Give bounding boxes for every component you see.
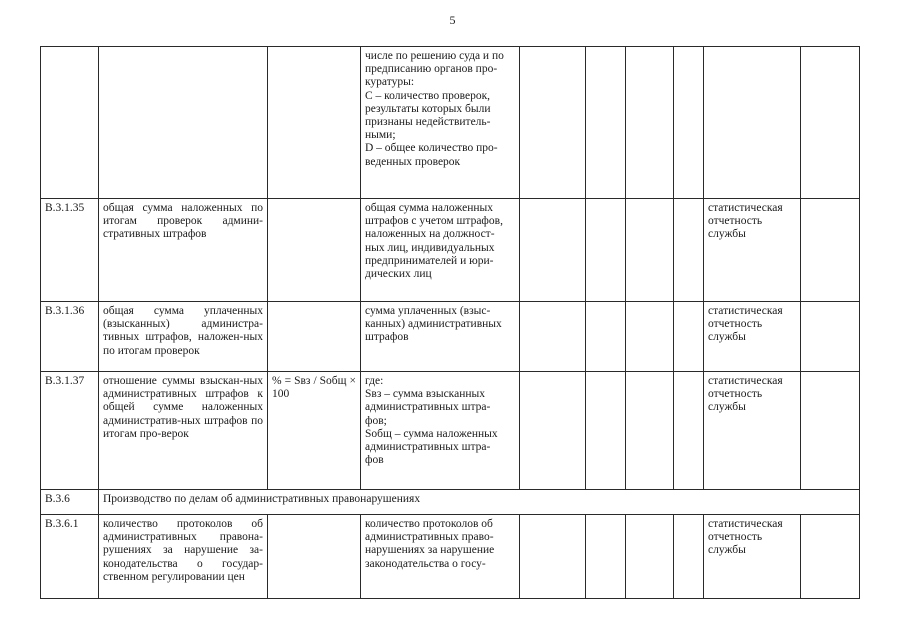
indicator-name: количество протоколов об административных правона-рушениях за нарушение за-конодательства о государ-ственном регулировании цен [99,515,268,599]
empty-cell [586,515,626,599]
description-line: количество протоколов об [365,518,493,530]
indicator-name: отношение суммы взыскан-ных административных штрафов к общей сумме наложенных административ-ных штрафов по итогам про-верок [99,372,268,490]
empty-cell [626,515,674,599]
empty-cell [520,302,586,372]
description-line: где: [365,375,384,387]
empty-cell [674,372,704,490]
indicator-name [99,47,268,199]
indicator-description [361,47,520,199]
indicator-description [361,302,520,372]
empty-cell [586,199,626,302]
description-line: нарушениях за нарушение [365,544,495,557]
description-line: административных право- [365,531,494,544]
description-line: предпринимателей и юри- [365,254,494,267]
empty-cell [801,372,860,490]
indicator-formula [268,47,361,199]
description-line: веденных проверок [365,155,461,168]
description-line: административных штра- [365,401,491,414]
empty-cell [674,302,704,372]
empty-cell [626,199,674,302]
table-row [41,515,860,599]
empty-cell [520,515,586,599]
indicator-description [361,515,520,599]
description-line: канных) административных [365,318,502,331]
empty-cell [674,515,704,599]
description-line: ных лиц, индивидуальных [365,241,495,254]
table-row [41,199,860,302]
empty-cell [801,302,860,372]
empty-cell [674,47,704,199]
empty-cell [626,302,674,372]
empty-cell [586,302,626,372]
table-body [41,47,860,599]
indicator-code: В.3.6.1 [41,515,99,599]
description-line: признаны недействитель- [365,116,491,129]
section-title: Производство по делам об административных правонарушениях [99,490,860,515]
description-line: общая сумма наложенных [365,202,493,214]
description-line: ными; [365,129,396,142]
table-row [41,47,860,199]
description-line: Sвз – сумма взысканных [365,388,485,401]
empty-cell [801,515,860,599]
empty-cell [801,199,860,302]
section-code: В.3.6 [41,490,99,515]
indicators-table [40,46,860,599]
description-line: Sобщ – сумма наложенных [365,427,498,440]
description-line: предписанию органов про- [365,63,498,76]
indicator-code [41,47,99,199]
description-line: дических лиц [365,268,432,281]
indicator-description [361,372,520,490]
empty-cell [520,199,586,302]
table-row [41,372,860,490]
description-line: С – количество проверок, [365,89,491,102]
empty-cell [626,372,674,490]
description-line: сумма уплаченных (взыс- [365,305,491,317]
indicator-source: статистическая отчетность службы [704,372,801,490]
description-line: административных штра- [365,441,491,454]
indicator-formula [268,199,361,302]
empty-cell [520,47,586,199]
description-line: куратуры: [365,76,415,89]
empty-cell [520,372,586,490]
description-line: штрафов [365,331,409,344]
empty-cell [801,47,860,199]
indicator-name: общая сумма наложенных по итогам проверок админи-стративных штрафов [99,199,268,302]
indicator-code: В.3.1.37 [41,372,99,490]
description-line: числе по решению суда и по [365,50,504,62]
indicator-source: статистическая отчетность службы [704,515,801,599]
table-row [41,302,860,372]
section-row [41,490,860,515]
indicator-source: статистическая отчетность службы [704,199,801,302]
description-line: наложенных на должност- [365,228,495,241]
indicator-source: статистическая отчетность службы [704,302,801,372]
indicator-description [361,199,520,302]
empty-cell [586,47,626,199]
indicator-code: В.3.1.35 [41,199,99,302]
description-line: результаты которых были [365,102,491,115]
description-line: D – общее количество про- [365,142,498,155]
indicator-source [704,47,801,199]
empty-cell [586,372,626,490]
indicator-formula [268,302,361,372]
description-line: штрафов с учетом штрафов, [365,215,503,228]
description-line: фов; [365,414,387,427]
indicator-formula: % = Sвз / Sобщ × 100 [268,372,361,490]
description-line: законодательства о госу- [365,557,486,570]
page-number: 5 [449,13,456,27]
indicator-name: общая сумма уплаченных (взысканных) администра-тивных штрафов, наложен-ных по итогам проверок [99,302,268,372]
indicator-formula [268,515,361,599]
description-line: фов [365,454,384,467]
empty-cell [626,47,674,199]
indicator-code: В.3.1.36 [41,302,99,372]
empty-cell [674,199,704,302]
